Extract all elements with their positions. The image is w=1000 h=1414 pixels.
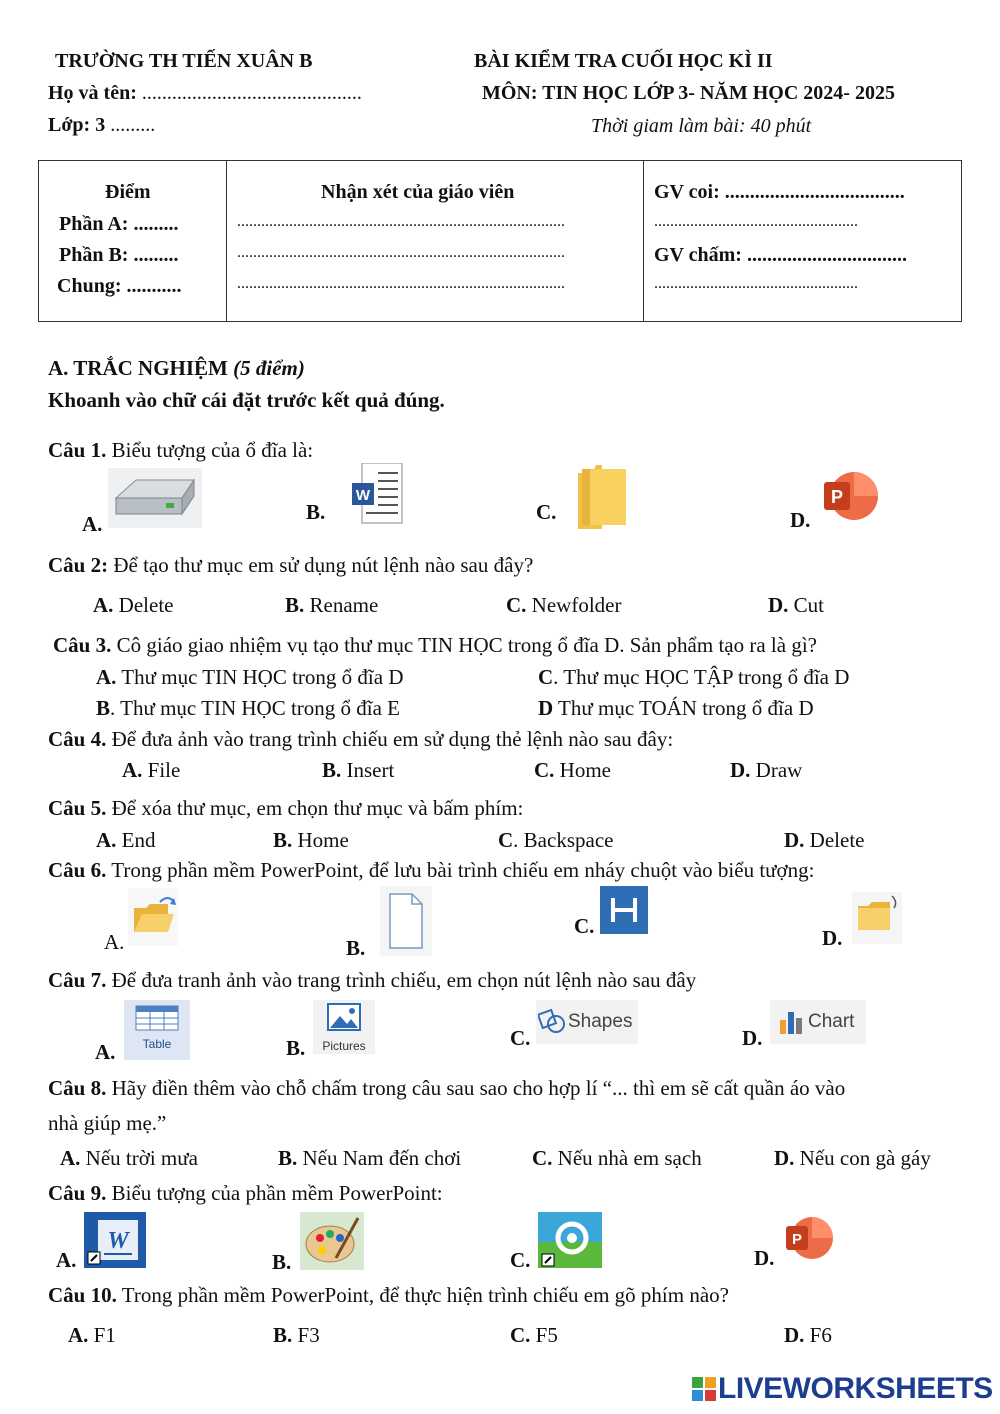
q3-label: Câu 3. [53,633,112,657]
score-table [38,160,962,322]
q8-stem [48,1076,845,1101]
q5-label: Câu 5. [48,796,107,820]
q3-a-letter: A. [96,665,117,689]
q3-a-text: Thư mục TIN HỌC trong ổ đĩa D [116,665,404,689]
word-app-icon[interactable] [84,1212,146,1268]
q5-d-letter: D. [784,828,805,852]
recent-folder-icon[interactable] [852,892,902,944]
svg-text:W: W [355,487,371,504]
gv-coi: GV coi: .................................... [654,181,905,203]
svg-text:P: P [791,1231,803,1248]
q6-option-a-label[interactable]: A. [104,930,125,954]
q10-b-text: F3 [292,1323,320,1347]
new-document-icon[interactable] [380,886,432,956]
q5-c-text: . Backspace [513,828,614,852]
q7-stem [48,968,696,993]
q10-option-c[interactable] [510,1323,558,1348]
q7-option-c-label[interactable]: C. [510,1026,531,1050]
score-title: Điểm [105,181,151,203]
q8-c-letter: C. [532,1146,553,1170]
q8-d-text: Nếu con gà gáy [794,1146,931,1170]
q3-c-letter: C [538,665,554,689]
comment-cell [227,161,644,322]
svg-text:P: P [830,487,844,507]
q5-text: Để xóa thư mục, em chọn thư mục và bấm phím: [106,796,524,820]
pictures-button[interactable] [313,1000,375,1054]
q3-stem [53,633,817,658]
q2-option-c[interactable] [506,593,621,618]
q4-option-d[interactable] [730,758,802,783]
q5-option-d[interactable] [784,828,864,853]
comment-line-3[interactable]: .................................................................................. [237,275,565,292]
q3-b-text: . Thư mục TIN HỌC trong ổ đĩa E [110,696,401,720]
q1-text: Biểu tượng của ổ đĩa là: [106,438,314,462]
q4-option-a[interactable] [122,758,180,783]
q2-d-text: Cut [788,593,825,617]
class-blank[interactable]: ......... [110,114,156,136]
hard-drive-icon[interactable] [108,468,202,528]
save-disk-icon[interactable] [600,886,648,934]
q7-label: Câu 7. [48,968,107,992]
q8-a-letter: A. [60,1146,81,1170]
q8-b-text: Nếu Nam đến chơi [297,1146,462,1170]
word-document-icon[interactable] [352,463,404,525]
q5-b-letter: B. [273,828,293,852]
q2-option-a[interactable] [93,593,173,618]
q4-text: Để đưa ảnh vào trang trình chiếu em sử dụng thẻ lệnh nào sau đây: [106,727,674,751]
picture-icon [313,1000,375,1034]
q10-label: Câu 10. [48,1283,117,1307]
paint-palette-icon[interactable] [300,1212,364,1270]
q4-d-letter: D. [730,758,751,782]
q2-c-text: Newfolder [526,593,622,617]
chart-button[interactable] [770,1000,866,1044]
q4-b-text: Insert [341,758,395,782]
exam-title: BÀI KIỂM TRA CUỐI HỌC KÌ II [474,50,773,72]
q1-option-b-label[interactable]: B. [306,500,326,524]
q9-option-c-label[interactable]: C. [510,1248,531,1272]
q8-option-d[interactable] [774,1146,931,1171]
q4-label: Câu 4. [48,727,107,751]
q8-d-letter: D. [774,1146,795,1170]
q1-label: Câu 1. [48,438,107,462]
time-line: Thời giam làm bài: 40 phút [591,115,812,137]
q9-text: Biểu tượng của phần mềm PowerPoint: [106,1181,443,1205]
q10-a-text: F1 [88,1323,116,1347]
section-a-points: (5 điểm) [233,356,305,380]
q10-option-b[interactable] [273,1323,320,1348]
table-button[interactable] [124,1000,190,1060]
shapes-icon [538,1008,566,1036]
q4-a-letter: A. [122,758,143,782]
logo-app-icon[interactable] [538,1212,602,1268]
name-row [48,82,362,105]
q7-text: Để đưa tranh ảnh vào trang trình chiếu, em chọn nút lệnh nào sau đây [106,968,697,992]
q2-option-d[interactable] [768,593,824,618]
class-label: Lớp: 3 [48,114,106,136]
subject-line: MÔN: TIN HỌC LỚP 3- NĂM HỌC 2024- 2025 [482,82,895,104]
teacher-cell [644,161,962,322]
folder-icon[interactable] [578,465,626,529]
q6-option-c-label[interactable]: C. [574,914,595,938]
q7-option-a-label[interactable]: A. [95,1040,116,1064]
q10-option-d[interactable] [784,1323,832,1348]
section-a-heading [48,356,305,381]
q8-a-text: Nếu trời mưa [80,1146,198,1170]
q3-option-c[interactable] [538,665,849,690]
q2-option-b[interactable] [285,593,378,618]
q10-c-letter: C. [510,1323,531,1347]
class-row [48,114,155,137]
name-label: Họ và tên: [48,82,137,104]
part-a-score: Phần A: ......... [59,213,179,235]
q8-c-text: Nếu nhà em sạch [552,1146,702,1170]
q5-a-letter: A. [96,828,117,852]
powerpoint-icon[interactable] [822,470,880,524]
q4-stem [48,727,673,752]
q5-a-text: End [116,828,156,852]
section-a-instruction: Khoanh vào chữ cái đặt trước kết quả đúng. [48,388,445,412]
q3-option-d[interactable] [538,696,814,721]
q4-a-text: File [142,758,181,782]
q2-text: Để tạo thư mục em sử dụng nút lệnh nào sau đây? [108,553,534,577]
q2-a-letter: A. [93,593,114,617]
q2-b-letter: B. [285,593,305,617]
q7-option-b-label[interactable]: B. [286,1036,306,1060]
q3-b-letter: B [96,696,111,720]
q7-option-d-label[interactable]: D. [742,1026,763,1050]
name-blank[interactable]: ............................................ [141,82,362,104]
q5-option-b[interactable] [273,828,349,853]
q1-option-a-label[interactable]: A. [82,512,103,536]
teacher-line-2[interactable]: ................................................... [654,275,858,292]
q4-c-letter: C. [534,758,555,782]
q1-option-c-label[interactable]: C. [536,500,557,524]
q6-option-b-label[interactable]: B. [346,936,366,960]
q4-option-c[interactable] [534,758,611,783]
q9-option-a-label[interactable]: A. [56,1248,77,1272]
teacher-line-1[interactable]: ................................................... [654,213,858,230]
q4-c-text: Home [554,758,611,782]
q5-stem [48,796,523,821]
q10-d-letter: D. [784,1323,805,1347]
q8-stem-continued: nhà giúp mẹ.” [48,1111,167,1135]
q9-label: Câu 9. [48,1181,107,1205]
q2-d-letter: D. [768,593,789,617]
q6-label: Câu 6. [48,858,107,882]
q3-option-b[interactable] [96,696,400,721]
q10-d-text: F6 [804,1323,832,1347]
score-cell [39,161,227,322]
q3-c-text: . Thư mục HỌC TẬP trong ổ đĩa D [553,665,850,689]
bar-chart-icon [778,1010,804,1034]
part-b-score: Phần B: ......... [59,244,179,266]
q4-d-text: Draw [750,758,803,782]
q2-c-letter: C. [506,593,527,617]
q8-option-b[interactable] [278,1146,461,1171]
q1-stem [48,438,313,463]
q10-stem [48,1283,729,1308]
liveworksheets-logo [692,1372,993,1406]
table-button-label: Table [142,1037,172,1051]
powerpoint-app-icon[interactable] [784,1214,834,1262]
q5-b-text: Home [292,828,349,852]
pictures-button-label: Pictures [322,1039,366,1053]
q8-text: Hãy điền thêm vào chỗ chấm trong câu sau sao cho hợp lí “... thì em sẽ cất quần áo vào [106,1076,846,1100]
q3-option-a[interactable] [96,665,404,690]
q2-stem [48,553,533,578]
q3-text: Cô giáo giao nhiệm vụ tạo thư mục TIN HỌC trong ổ đĩa D. Sản phẩm tạo ra là gì? [111,633,817,657]
q6-stem [48,858,814,883]
comment-title: Nhận xét của giáo viên [321,181,515,203]
q10-a-letter: A. [68,1323,89,1347]
q10-b-letter: B. [273,1323,293,1347]
shapes-button-label: Shapes [568,1011,633,1032]
chart-button-label: Chart [808,1011,855,1032]
q5-option-c[interactable] [498,828,613,853]
open-folder-icon[interactable] [128,888,178,946]
svg-text:W: W [107,1228,129,1254]
q4-option-b[interactable] [322,758,394,783]
liveworksheets-logo-icon [692,1377,716,1401]
q8-option-c[interactable] [532,1146,702,1171]
q4-b-letter: B. [322,758,342,782]
total-score: Chung: ........... [57,275,182,297]
comment-line-2[interactable]: .................................................................................. [237,244,565,261]
q1-option-d-label[interactable]: D. [790,508,811,532]
q3-d-letter: D [538,696,554,720]
q9-stem [48,1181,443,1206]
q2-a-text: Delete [113,593,174,617]
comment-line-1[interactable]: .................................................................................. [237,213,565,230]
gv-cham: GV chấm: ................................ [654,244,907,266]
liveworksheets-logo-text: LIVEWORKSHEETS [718,1372,993,1405]
q10-option-a[interactable] [68,1323,116,1348]
q8-option-a[interactable] [60,1146,198,1171]
q9-option-b-label[interactable]: B. [272,1250,292,1274]
q5-option-a[interactable] [96,828,156,853]
q5-d-text: Delete [804,828,865,852]
q2-label: Câu 2: [48,553,109,577]
q6-text: Trong phần mềm PowerPoint, để lưu bài trình chiếu em nháy chuột vào biểu tượng: [106,858,815,882]
table-grid-icon [124,1000,190,1032]
school-name: TRƯỜNG TH TIẾN XUÂN B [55,50,313,72]
q8-label: Câu 8. [48,1076,107,1100]
q2-b-text: Rename [304,593,379,617]
q9-option-d-label[interactable]: D. [754,1246,775,1270]
shapes-button[interactable] [536,1000,638,1044]
q3-d-text: Thư mục TOÁN trong ổ đĩa D [553,696,814,720]
q6-option-d-label[interactable]: D. [822,926,843,950]
q8-b-letter: B. [278,1146,298,1170]
q10-text: Trong phần mềm PowerPoint, để thực hiện trình chiếu em gõ phím nào? [116,1283,729,1307]
q10-c-text: F5 [530,1323,558,1347]
q5-c-letter: C [498,828,514,852]
section-a-title: A. TRẮC NGHIỆM [48,356,228,380]
